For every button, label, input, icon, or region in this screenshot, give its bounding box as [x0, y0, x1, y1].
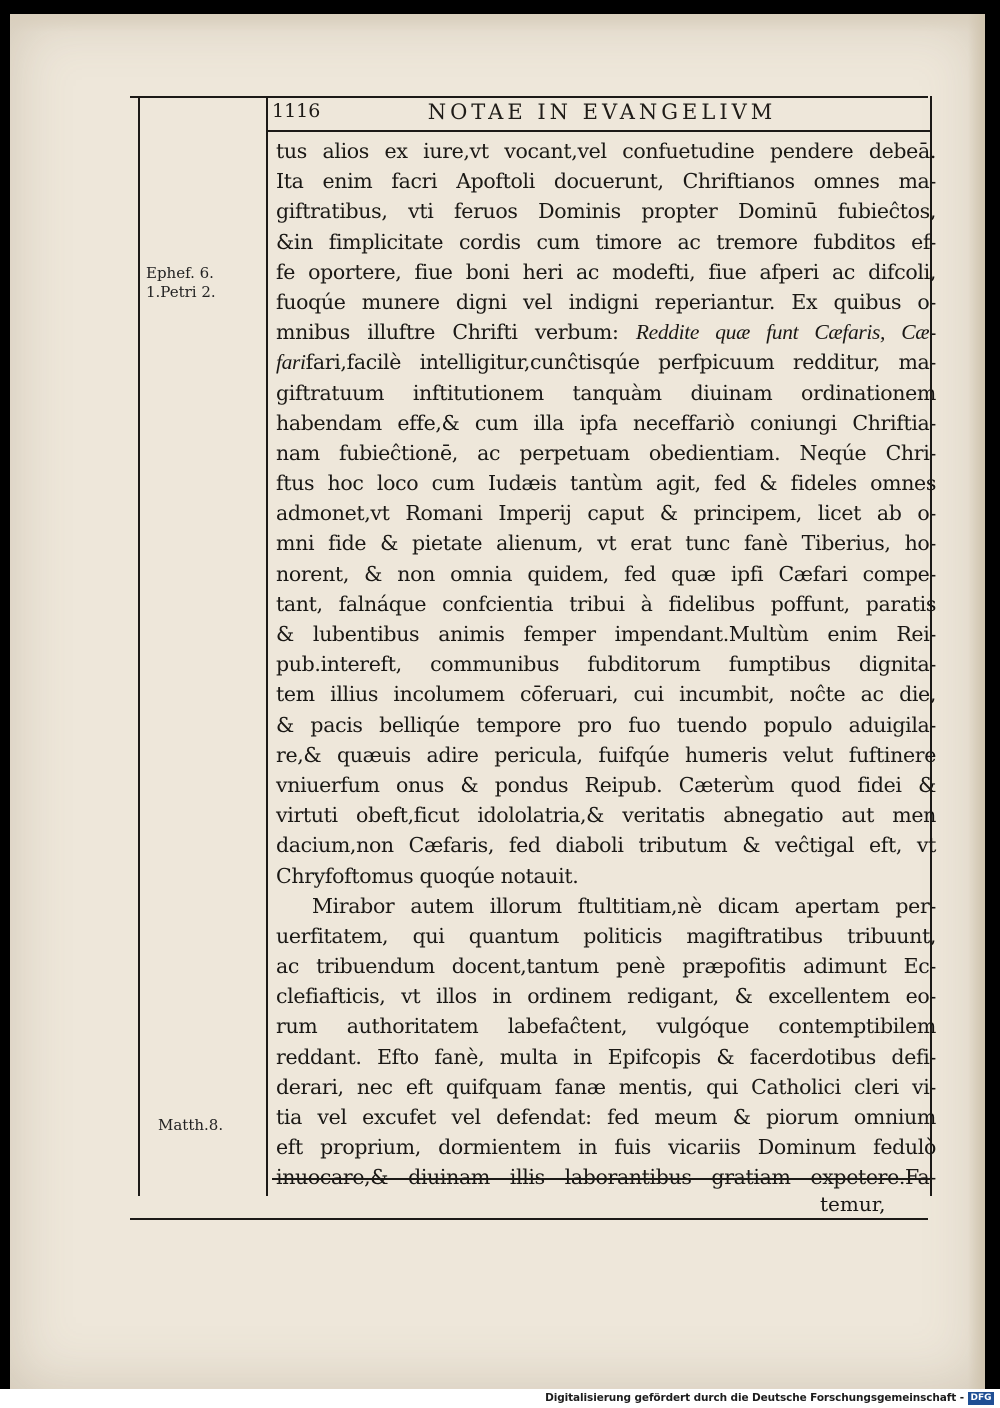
left-margin-rule — [138, 96, 140, 1196]
running-title: NOTAE IN EVANGELIVM — [427, 100, 777, 124]
text-line: vniuerfum onus & pondus Reipub. Cæterùm quod fidei & — [276, 772, 936, 797]
body-text — [276, 136, 936, 1193]
text-line: re,& quæuis adire pericula, fuifqúe humeris velut fuftinere — [276, 742, 936, 767]
margin-note-matthew — [158, 1116, 223, 1135]
text-line: rum authoritatem labefaĉtent, vulgóque contemptibilem — [276, 1014, 936, 1039]
text-left-rule — [266, 96, 268, 1196]
text-line: giftratibus, vti feruos Dominis propter Dominū fubieĉtos, — [276, 199, 936, 224]
text-line: derari, nec eft quifquam fanæ mentis, qui Catholici cleri vi- — [276, 1074, 936, 1099]
text-segment: mnibus illuftre Chrifti verbum: — [276, 320, 619, 345]
text-line: uerfitatem, qui quantum politicis magiftratibus tribuunt, — [276, 923, 936, 948]
text-line: eft proprium, dormientem in fuis vicariis Dominum fedulò — [276, 1135, 936, 1160]
digitization-credit: Digitalisierung gefördert durch die Deutsche Forschungsgemeinschaft - — [545, 1392, 964, 1404]
page-number: 1116 — [272, 100, 321, 122]
margin-note-line: 1.Petri 2. — [146, 283, 216, 301]
text-line: & pacis belliqúe tempore pro fuo tuendo populo aduigila- — [276, 712, 936, 737]
italic-quote: Reddite quæ funt Cæfaris, Cæ- — [635, 320, 936, 345]
text-line: fuoqúe munere digni vel indigni reperiantur. Ex quibus o- — [276, 289, 936, 314]
paragraph-start: Mirabor autem illorum ftultitiam,nè dicam apertam per- — [312, 893, 936, 918]
text-line: clefiafticis, vt illos in ordinem redigant, & excellentem eo- — [276, 984, 936, 1009]
catchword: temur, — [820, 1192, 886, 1216]
header-rule-top — [130, 96, 928, 98]
text-line: dacium,non Cæfaris, fed diaboli tributum & veĉtigal eft, vt — [276, 833, 936, 858]
page-top-shadow — [10, 14, 985, 32]
dfg-logo-icon: DFG — [968, 1392, 994, 1405]
text-line: admonet,vt Romani Imperij caput & principem, licet ab o- — [276, 501, 936, 526]
text-line: tia vel excufet vel defendat: fed meum & piorum omnium — [276, 1105, 936, 1129]
page-right-shadow — [968, 14, 985, 1389]
margin-note-ephesians — [146, 264, 216, 302]
text-line: ftus hoc loco cum Iudæis tantùm agit, fed & fideles omnes — [276, 471, 936, 496]
text-line: norent, & non omnia quidem, fed quæ ipfi Cæfari compe- — [276, 561, 936, 586]
text-line: inuocare,& diuinam illis laborantibus gratiam expetere.Fa- — [276, 1165, 936, 1190]
text-line-with-quote — [276, 317, 936, 347]
page-header — [272, 100, 932, 130]
text-segment: fari,facilè intelligitur,cunĉtisqúe perfpicuum redditur, ma- — [305, 350, 936, 375]
text-line: mni fide & pietate alienum, vt erat tunc fanè Tiberius, ho- — [276, 531, 936, 556]
text-line: tant, falnáque confcientia tribui à fidelibus poffunt, paratis — [276, 591, 936, 616]
text-line: tem illius incolumem cōferuari, cui incumbit, noĉte ac die, — [276, 682, 936, 707]
margin-note-line: Ephef. 6. — [146, 264, 214, 282]
text-line-with-quote — [276, 347, 936, 377]
text-line: tus alios ex iure,vt vocant,vel confuetudine pendere debeā. — [276, 139, 936, 163]
text-line: Ita enim facri Apoftoli docuerunt, Chriftianos omnes ma- — [276, 169, 936, 194]
text-line: habendam effe,& cum illa ipfa neceffariò coniungi Chriftia- — [276, 410, 936, 435]
text-line: giftratuum inftitutionem tanquàm diuinam ordinationem — [276, 380, 936, 405]
text-line: pub.intereft, communibus fubditorum fumptibus dignita- — [276, 652, 936, 677]
text-line: ac tribuendum docent,tantum penè præpofitis adimunt Ec- — [276, 954, 936, 979]
text-line: reddant. Efto fanè, multa in Epifcopis & facerdotibus defi- — [276, 1044, 936, 1069]
text-line: & lubentibus animis femper impendant.Multùm enim Rei- — [276, 622, 936, 646]
text-line: fe oportere, fiue boni heri ac modefti, fiue afperi ac difcoli, — [276, 259, 936, 284]
italic-quote: fari — [276, 350, 306, 375]
margin-note-line: Matth.8. — [158, 1116, 224, 1134]
text-line: nam fubieĉtionē, ac perpetuam obedientiam. Neqúe Chri- — [276, 440, 936, 465]
text-line: virtuti obeft,ficut idololatria,& veritatis abnegatio aut men — [276, 803, 936, 828]
text-line: Chryfoftomus quoqúe notauit. — [276, 863, 579, 888]
text-line: &in fimplicitate cordis cum timore ac tremore fubditos ef- — [276, 229, 936, 254]
page-bottom-rule — [130, 1218, 928, 1220]
header-rule — [268, 130, 930, 132]
